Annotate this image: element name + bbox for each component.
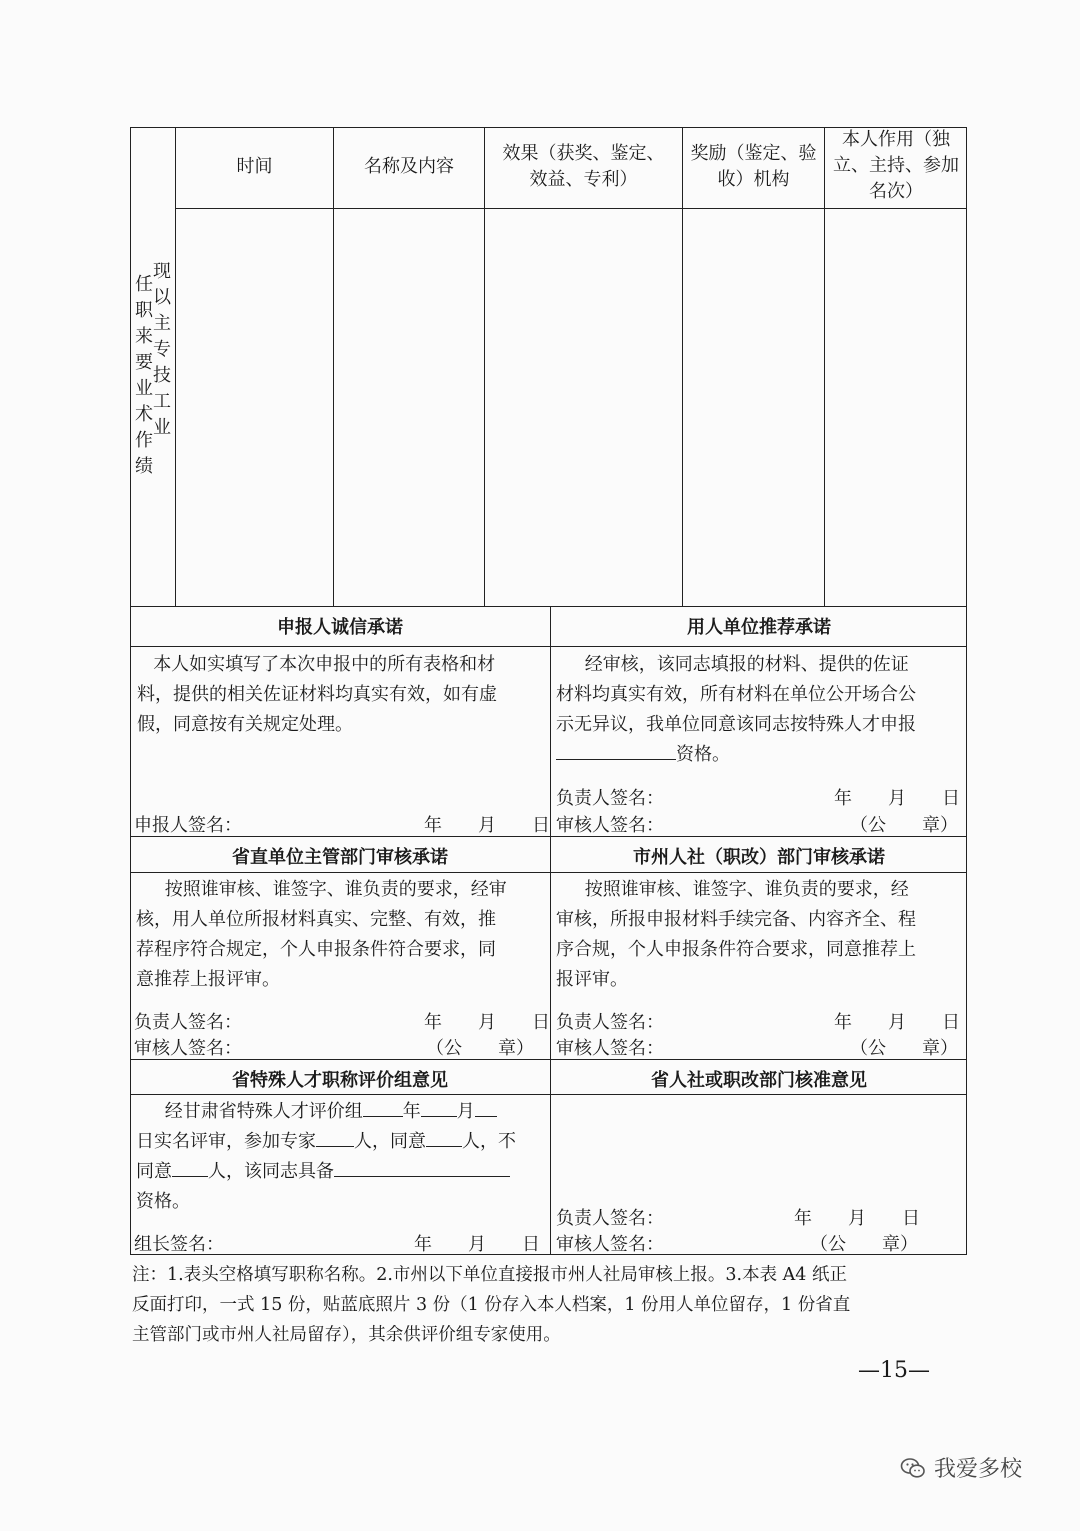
divider bbox=[682, 127, 683, 606]
provincial-hr-seal: （公 章） bbox=[810, 1234, 918, 1255]
title-blank[interactable] bbox=[556, 741, 676, 760]
applicant-date: 年 月 日 bbox=[424, 815, 550, 836]
divider bbox=[130, 1094, 967, 1095]
applicant-signature-label: 申报人签名： bbox=[134, 815, 242, 836]
header-own-role: 本人作用（独 立、主持、参加 名次） bbox=[833, 129, 959, 202]
row-label-char: 职 bbox=[135, 300, 153, 321]
header-effect: 效果（获奖、鉴定、 效益、专利） bbox=[502, 143, 665, 190]
chat-bubble-icon bbox=[900, 1455, 926, 1481]
divider bbox=[130, 606, 967, 607]
employer-pledge-title: 用人单位推荐承诺 bbox=[687, 617, 831, 638]
year-blank[interactable] bbox=[363, 1098, 403, 1117]
eval-group-text: 经甘肃省特殊人才评价组 年 月 日实名评审，参加专家 人，同意 人，不 同意 人，该同志具备 资格。 bbox=[136, 1097, 546, 1217]
row-label-char: 以 bbox=[153, 287, 171, 308]
city-leader-signature-label: 负责人签名： bbox=[556, 1012, 664, 1033]
row-label-char: 业 bbox=[135, 378, 153, 399]
divider bbox=[130, 646, 967, 647]
provincial-dept-title: 省直单位主管部门审核承诺 bbox=[232, 847, 448, 868]
provincial-leader-signature-label: 负责人签名： bbox=[134, 1012, 242, 1033]
agree-count-blank[interactable] bbox=[426, 1128, 462, 1147]
eval-group-leader-signature-label: 组长签名： bbox=[134, 1234, 224, 1255]
day-blank[interactable] bbox=[475, 1098, 497, 1117]
row-label-char: 主 bbox=[153, 313, 171, 334]
provincial-date: 年 月 日 bbox=[424, 1012, 550, 1033]
row-label-char: 技 bbox=[153, 365, 171, 386]
provincial-hr-reviewer-signature-label: 审核人签名： bbox=[556, 1234, 664, 1255]
city-date: 年 月 日 bbox=[834, 1012, 960, 1033]
divider bbox=[333, 127, 334, 606]
provincial-hr-title: 省人社或职改部门核准意见 bbox=[651, 1070, 867, 1091]
employer-date: 年 月 日 bbox=[834, 788, 960, 809]
month-blank[interactable] bbox=[421, 1098, 457, 1117]
divider bbox=[175, 127, 176, 606]
divider bbox=[484, 127, 485, 606]
divider bbox=[130, 872, 967, 873]
employer-pledge-text: 经审核，该同志填报的材料、提供的佐证 材料均真实有效，所有材料在单位公开场合公 示无异议，我单位同意该同志按特殊人才申报 资格。 bbox=[556, 654, 916, 765]
disagree-count-blank[interactable] bbox=[172, 1158, 208, 1177]
header-time: 时间 bbox=[236, 156, 273, 177]
eval-group-title: 省特殊人才职称评价组意见 bbox=[232, 1070, 448, 1091]
watermark bbox=[900, 1452, 1022, 1483]
row-label-char: 专 bbox=[153, 339, 171, 360]
footnote: 注：1.表头空格填写职称名称。2.市州以下单位直接报市州人社局审核上报。3.本表 A4 纸正 反面打印，一式 15 份，贴蓝底照片 3 份（1 份存入本人档案，1 份用人单位留存，1 份省直 主管部门或市州人社局留存），其余供评价组专家使用。 bbox=[132, 1265, 851, 1345]
provincial-hr-date: 年 月 日 bbox=[794, 1208, 920, 1229]
employer-leader-signature-label: 负责人签名： bbox=[556, 788, 664, 809]
header-name-content: 名称及内容 bbox=[364, 156, 454, 177]
eval-group-date: 年 月 日 bbox=[414, 1234, 540, 1255]
row-label-char: 术 bbox=[135, 404, 153, 425]
city-hr-text: 按照谁审核、谁签字、谁负责的要求，经 审核，所报申报材料手续完备、内容齐全、程 序合规，个人申报条件符合要求，同意推荐上 报评审。 bbox=[556, 879, 916, 990]
row-label-char: 作 bbox=[135, 430, 153, 451]
watermark-text: 我爱多校 bbox=[934, 1457, 1023, 1482]
city-seal: （公 章） bbox=[850, 1038, 958, 1059]
row-label-char: 工 bbox=[153, 391, 171, 412]
provincial-dept-text: 按照谁审核、谁签字、谁负责的要求，经审 核，用人单位所报材料真实、完整、有效，推 荐程序符合规定，个人申报条件符合要求，同 意推荐上报评审。 bbox=[136, 879, 507, 990]
divider bbox=[175, 208, 967, 209]
applicant-pledge-text: 本人如实填写了本次申报中的所有表格和材 料，提供的相关佐证材料均真实有效，如有虚 假，同意按有关规定处理。 bbox=[137, 654, 497, 735]
row-label-char: 来 bbox=[135, 326, 153, 347]
provincial-reviewer-signature-label: 审核人签名： bbox=[134, 1038, 242, 1059]
applicant-pledge-title: 申报人诚信承诺 bbox=[277, 617, 403, 638]
page-number: —15— bbox=[858, 1358, 930, 1383]
header-award-org: 奖励（鉴定、验 收）机构 bbox=[690, 143, 817, 190]
divider bbox=[550, 606, 551, 1255]
row-label-char: 绩 bbox=[135, 456, 153, 477]
provincial-seal: （公 章） bbox=[426, 1038, 534, 1059]
row-label-char: 现 bbox=[153, 261, 171, 282]
experts-count-blank[interactable] bbox=[316, 1128, 354, 1147]
row-label-column-1 bbox=[134, 272, 154, 480]
provincial-hr-leader-signature-label: 负责人签名： bbox=[556, 1208, 664, 1229]
row-label-char: 要 bbox=[135, 352, 153, 373]
row-label-char: 任 bbox=[135, 274, 153, 295]
city-reviewer-signature-label: 审核人签名： bbox=[556, 1038, 664, 1059]
row-label-char: 业 bbox=[153, 417, 171, 438]
city-hr-title: 市州人社（职改）部门审核承诺 bbox=[633, 847, 885, 868]
qualification-blank[interactable] bbox=[334, 1158, 510, 1177]
employer-seal: （公 章） bbox=[850, 815, 958, 836]
employer-reviewer-signature-label: 审核人签名： bbox=[556, 815, 664, 836]
row-label-column-2 bbox=[152, 259, 172, 441]
divider bbox=[130, 1059, 967, 1060]
